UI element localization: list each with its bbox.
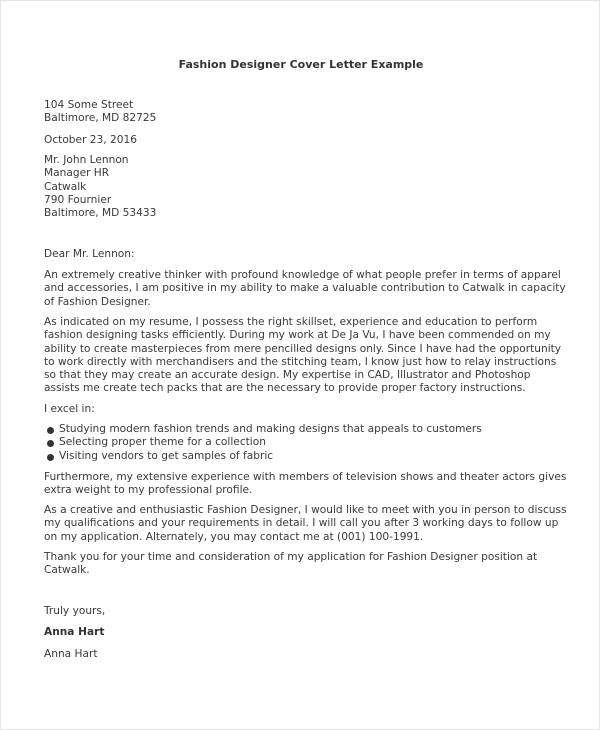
list-item: [46, 423, 482, 436]
address-line: Catwalk: [44, 180, 87, 193]
letter-date: [44, 134, 137, 147]
recipient-address: [44, 154, 156, 220]
excel-intro-text: I excel in:: [44, 403, 95, 415]
text-line: my qualifications and your requirements in detail. I will call you after 3 working days to follow up: [44, 517, 559, 530]
list-item: [46, 450, 482, 463]
paragraph-4: [44, 504, 567, 544]
salutation-text: Dear Mr. Lennon:: [44, 248, 135, 260]
list-item: [46, 436, 482, 449]
address-line: Baltimore, MD 82725: [44, 112, 157, 125]
text-line: extra weight to my professional profile.: [44, 484, 253, 497]
bullet-icon: [47, 454, 54, 461]
list-item-text: Studying modern fashion trends and making designs that appeals to customers: [59, 423, 482, 435]
text-line: and accessories, I am positive in my ability to make a valuable contribution to Catwalk in capacity: [44, 282, 566, 295]
paragraph-1: [44, 269, 566, 309]
paragraph-2: [44, 316, 561, 396]
address-line: Baltimore, MD 53433: [44, 207, 157, 220]
closing: [44, 605, 105, 618]
excel-intro: [44, 403, 95, 416]
address-line: 790 Fournier: [44, 193, 112, 206]
address-line: Manager HR: [44, 167, 110, 180]
bullet-icon: [47, 440, 54, 447]
paragraph-3: [44, 471, 566, 498]
date-text: October 23, 2016: [44, 134, 137, 146]
sender-address: [44, 99, 156, 126]
text-line: so that they may create an accurate design. My expertise in CAD, Illustrator and Photoshop: [44, 369, 531, 382]
salutation: [44, 248, 135, 261]
typed-name-text: Anna Hart: [44, 648, 98, 660]
address-line: 104 Some Street: [44, 99, 134, 111]
text-line: fashion designing tasks efficiently. During my work at De Ja Vu, I have been commended on my: [44, 329, 551, 342]
text-line: As indicated on my resume, I possess the right skillset, experience and education to perform: [44, 316, 538, 328]
typed-name: [44, 648, 98, 661]
text-line: Furthermore, my extensive experience with members of television shows and theater actors gives: [44, 471, 567, 483]
signature-name: [44, 626, 104, 639]
text-line: As a creative and enthusiastic Fashion Designer, I would like to meet with you in person to discuss: [44, 504, 567, 516]
paragraph-5: [44, 551, 537, 578]
text-line: ability to create masterpieces from mere pencilled designs only. Since I have had the opportunity: [44, 342, 562, 355]
bullet-icon: [47, 427, 54, 434]
list-item-text: Visiting vendors to get samples of fabric: [59, 449, 274, 462]
signature-name-text: Anna Hart: [44, 626, 105, 638]
list-item-text: Selecting proper theme for a collection: [59, 436, 266, 449]
address-line: Mr. John Lennon: [44, 154, 129, 166]
skills-list: [46, 423, 482, 463]
text-line: Thank you for your time and consideration of my application for Fashion Designer position at: [44, 551, 538, 563]
text-line: to work directly with merchandisers and the stitching team, I know just how to relay instructions: [44, 355, 557, 368]
text-line: Catwalk.: [44, 564, 90, 577]
text-line: of Fashion Designer.: [44, 295, 151, 308]
closing-text: Truly yours,: [44, 605, 106, 617]
text-line: assists me create tech packs that are the necessary to provide proper factory instructions.: [44, 382, 526, 395]
text-line: An extremely creative thinker with profound knowledge of what people prefer in terms of apparel: [44, 269, 561, 281]
document-title: Fashion Designer Cover Letter Example: [178, 58, 424, 71]
text-line: on my application. Alternately, you may contact me at (001) 100-1991.: [44, 530, 424, 543]
